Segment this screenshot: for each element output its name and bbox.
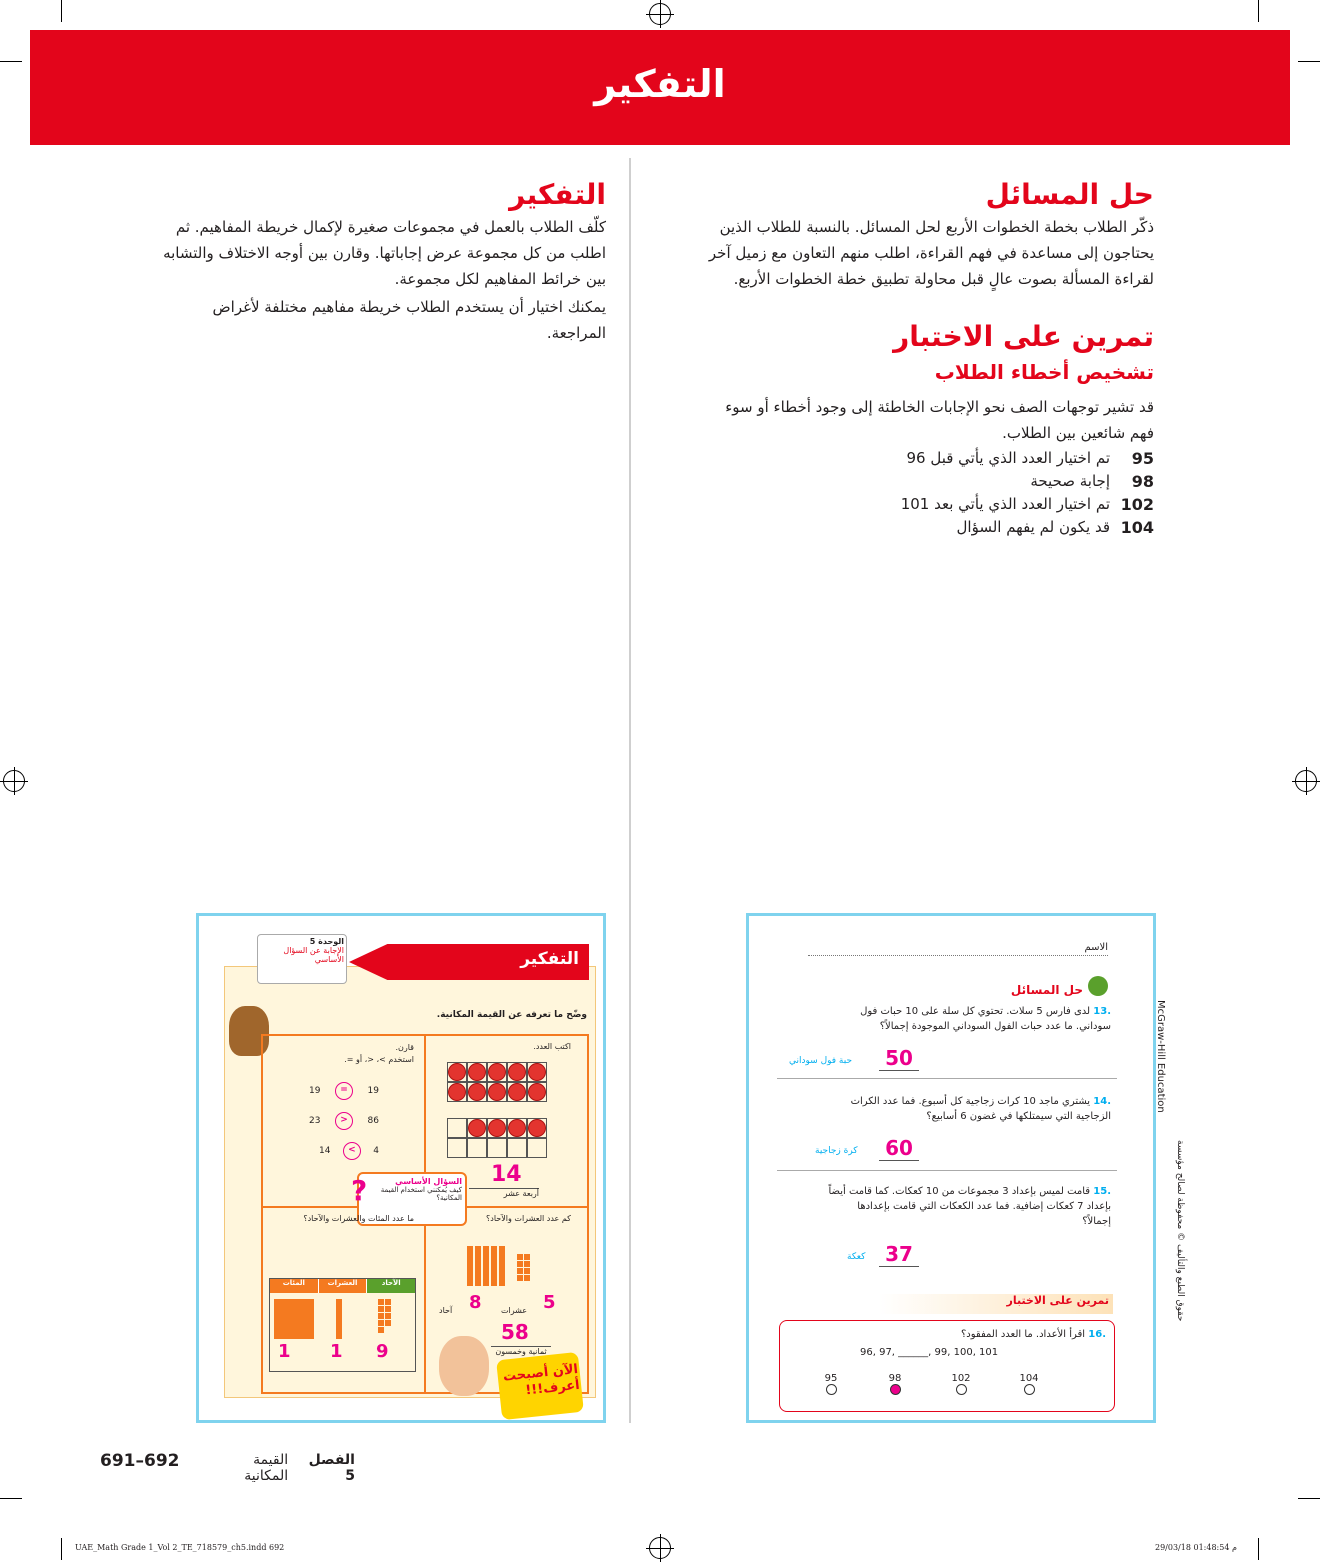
motto-text: الآن أصبحت أعرف!!! xyxy=(502,1361,581,1399)
crop-mark xyxy=(61,0,62,22)
write-number-label: اكتب العدد. xyxy=(533,1042,571,1051)
error-number: 102 xyxy=(1120,495,1154,514)
registration-mark-icon xyxy=(649,1537,671,1559)
question-number: .15 xyxy=(1093,1186,1111,1197)
comparison-row xyxy=(309,1112,379,1130)
name-label: الاسم xyxy=(1084,942,1108,953)
question-number: .14 xyxy=(1093,1096,1111,1107)
hto-question: ما عدد المئات والعشرات والآحاد؟ xyxy=(303,1214,414,1223)
error-row xyxy=(654,495,1154,519)
radio-selected-icon[interactable] xyxy=(890,1384,901,1395)
publisher-name: McGraw-Hill Education xyxy=(1155,1000,1166,1113)
page-numbers: 691–692 xyxy=(100,1451,180,1471)
comparison-value: 14 xyxy=(319,1146,331,1156)
answer-14 xyxy=(789,1136,989,1162)
question-16-box xyxy=(779,1320,1115,1412)
file-info: UAE_Math Grade 1_Vol 2_TE_718579_ch5.indd 692 xyxy=(75,1543,285,1552)
timestamp: 29/03/18 01:48:54 م xyxy=(1155,1543,1237,1552)
error-row xyxy=(654,472,1154,496)
text-line: يمكنك اختيار أن يستخدم الطلاب خريطة مفاهيم مختلفة لأغراض xyxy=(212,298,606,316)
essential-question-title: السؤال الأساسي xyxy=(395,1177,462,1186)
page-title: التفكير xyxy=(594,62,726,106)
problem-solving-heading: حل المسائل xyxy=(985,178,1154,211)
text-line: ذكّر الطلاب بخطة الخطوات الأربع لحل المسائل. بالنسبة للطلاب الذين xyxy=(719,218,1154,236)
registration-mark-icon xyxy=(1295,770,1317,792)
unit-label: الوحدة 5 xyxy=(309,937,344,946)
ten-frame xyxy=(447,1062,547,1102)
comparison-value: 23 xyxy=(309,1116,321,1126)
option-label: 104 xyxy=(1019,1373,1039,1384)
tens-label: عشرات xyxy=(501,1306,528,1315)
text-line: المراجعة. xyxy=(546,324,606,342)
radio-circle-icon[interactable] xyxy=(826,1384,837,1395)
instruction: وضّح ما تعرفه عن القيمة المكانية. xyxy=(436,1010,587,1020)
option-98[interactable] xyxy=(880,1373,910,1398)
table-value: 1 xyxy=(330,1341,343,1362)
question-text: لدى فارس 5 سلات. تحتوي كل سلة على 10 حبات فول xyxy=(860,1006,1091,1017)
error-number: 104 xyxy=(1120,518,1154,537)
crop-mark xyxy=(61,1538,62,1560)
question-16 xyxy=(806,1329,1106,1340)
separator xyxy=(777,1078,1117,1079)
answer-value: 37 xyxy=(879,1242,919,1267)
error-number: 98 xyxy=(1131,472,1154,491)
answer-value: 50 xyxy=(879,1046,919,1071)
option-label: 102 xyxy=(951,1373,971,1384)
answer-unit: حبة فول سوداني xyxy=(789,1056,853,1066)
question-text: يشتري ماجد 10 كرات زجاجية كل أسبوع. فما عدد الكرات xyxy=(850,1096,1091,1107)
essential-question-text: كيف يُمكنني استخدام القيمة المكانية؟ xyxy=(380,1186,462,1202)
comparison-value: 19 xyxy=(309,1086,321,1096)
crop-mark xyxy=(1298,1498,1320,1499)
text-line: يحتاجون إلى مساعدة في فهم القراءة، اطلب منهم التعاون مع زميل آخر xyxy=(708,244,1154,262)
radio-circle-icon[interactable] xyxy=(956,1384,967,1395)
table-header: المئات xyxy=(270,1279,318,1293)
comparison-value: 86 xyxy=(367,1116,379,1126)
question-mark-icon: ? xyxy=(351,1174,368,1207)
table-header: الآحاد xyxy=(366,1279,415,1293)
crop-mark xyxy=(1258,0,1259,22)
question-13 xyxy=(811,1004,1111,1034)
question-text: بإعداد 7 كعكات إضافية. فما عدد الكعكات التي قامت بإعدادها xyxy=(857,1201,1111,1212)
chapter-footer xyxy=(205,1452,355,1484)
compare-title: قارن. xyxy=(395,1043,414,1052)
question-number: .13 xyxy=(1093,1006,1111,1017)
question-number: .16 xyxy=(1088,1329,1106,1340)
registration-mark-icon xyxy=(3,770,25,792)
name-field xyxy=(808,942,1108,956)
question-text: قامت لميس بإعداد 3 مجموعات من 10 كعكات. كما قامت أيضاً xyxy=(828,1186,1091,1197)
diagnose-text xyxy=(654,394,1154,446)
ten-rod xyxy=(336,1299,342,1339)
crop-mark xyxy=(1258,1538,1259,1560)
option-label: 95 xyxy=(824,1373,838,1384)
ones-cubes xyxy=(378,1299,391,1333)
comparison-sign: > xyxy=(335,1112,353,1130)
essential-question-label: الإجابة عن السؤال الأساسي xyxy=(283,946,344,964)
chapter-label: الفصل 5 xyxy=(308,1452,355,1484)
compare-hint: استخدم >، <، أو =. xyxy=(344,1055,414,1064)
comparison-sign: = xyxy=(335,1082,353,1100)
option-label: 98 xyxy=(888,1373,902,1384)
student-page-thumbnail xyxy=(746,913,1156,1423)
text-line: اطلب من كل مجموعة عرض إجاباتها. وقارن بين أوجه الاختلاف والتشابه xyxy=(163,244,606,262)
ten-frame xyxy=(447,1118,547,1158)
reflect-text xyxy=(106,214,606,292)
error-text: تم اختيار العدد الذي يأتي بعد 101 xyxy=(900,495,1110,513)
question-text: اقرأ الأعداد. ما العدد المفقود؟ xyxy=(960,1329,1086,1340)
error-row xyxy=(654,518,1154,542)
question-14 xyxy=(811,1094,1111,1124)
answer-unit: كرة زجاجية xyxy=(815,1146,858,1156)
comparison-value: 19 xyxy=(367,1086,379,1096)
reflect-text-2 xyxy=(106,294,606,346)
tens-value: 5 xyxy=(543,1292,556,1313)
compare-section xyxy=(269,1042,414,1066)
text-line: لقراءة المسألة بصوت عالٍ قبل محاولة تطبيق خطة الخطوات الأربع. xyxy=(733,270,1154,288)
globe-icon xyxy=(1088,976,1108,996)
answer-unit: كعكة xyxy=(847,1252,866,1262)
test-practice-heading: تمرين على الاختبار xyxy=(893,320,1154,353)
question-15 xyxy=(811,1184,1111,1229)
table-value: 9 xyxy=(376,1341,389,1362)
error-text: قد يكون لم يفهم السؤال xyxy=(956,518,1110,536)
crop-mark xyxy=(0,1498,22,1499)
written-number: 14 xyxy=(491,1162,522,1187)
comparison-row xyxy=(319,1142,379,1160)
banner-label: التفكير xyxy=(520,949,579,969)
ones-label: آحاد xyxy=(439,1306,453,1315)
test-practice-bar: تمرين على الاختبار xyxy=(879,1294,1113,1314)
number-sequence: 96, 97, ______, 99, 100, 101 xyxy=(860,1347,999,1358)
reflect-heading: التفكير xyxy=(509,178,606,211)
student-page-thumbnail xyxy=(196,913,606,1423)
copyright-text: حقوق الطبع والتأليف © محفوظة لصالح مؤسسة xyxy=(1175,1140,1185,1322)
registration-mark-icon xyxy=(649,3,671,25)
answer-13 xyxy=(789,1046,989,1072)
tens-ones-question: كم عدد العشرات والآحاد؟ xyxy=(486,1214,571,1223)
error-number: 95 xyxy=(1131,449,1154,468)
tens-ones-answer xyxy=(439,1292,589,1320)
place-value-table xyxy=(269,1278,416,1372)
option-95[interactable] xyxy=(816,1373,846,1398)
base-ten-ones xyxy=(517,1254,530,1281)
text-line: فهم شائعين بين الطلاب. xyxy=(1002,424,1154,442)
problem-solving-title: حل المسائل xyxy=(1010,983,1083,997)
radio-circle-icon[interactable] xyxy=(1024,1384,1035,1395)
text-line: قد تشير توجهات الصف نحو الإجابات الخاطئة إلى وجود أخطاء أو سوء xyxy=(725,398,1154,416)
text-line: كلّف الطلاب بالعمل في مجموعات صغيرة لإكمال خريطة المفاهيم. ثم xyxy=(175,218,606,236)
table-header: العشرات xyxy=(318,1279,367,1293)
diagnose-errors-subheading: تشخيص أخطاء الطلاب xyxy=(934,360,1154,384)
problem-solving-text xyxy=(654,214,1154,292)
total-number: 58 xyxy=(501,1320,529,1344)
comparison-value: 4 xyxy=(373,1146,379,1156)
question-text: سوداني. ما عدد حبات الفول السوداني الموجودة إجمالاً؟ xyxy=(879,1021,1111,1032)
child-photo xyxy=(439,1336,489,1396)
question-text: إجمالاً؟ xyxy=(1082,1216,1111,1227)
table-value: 1 xyxy=(278,1341,291,1362)
option-104[interactable] xyxy=(1014,1373,1044,1398)
chapter-title: القيمة المكانية xyxy=(244,1452,289,1484)
question-text: الزجاجية التي سيمتلكها في غضون 6 أسابيع؟ xyxy=(926,1111,1111,1122)
option-102[interactable] xyxy=(946,1373,976,1398)
hundred-block xyxy=(274,1299,314,1339)
unit-box xyxy=(257,934,347,984)
separator xyxy=(777,1170,1117,1171)
text-line: بين خرائط المفاهيم لكل مجموعة. xyxy=(394,270,606,288)
answer-value: 60 xyxy=(879,1136,919,1161)
error-text: إجابة صحيحة xyxy=(1030,472,1110,490)
error-row xyxy=(654,449,1154,473)
base-ten-tens xyxy=(467,1246,505,1286)
column-divider xyxy=(629,158,631,1423)
answer-15 xyxy=(789,1242,989,1268)
error-text: تم اختيار العدد الذي يأتي قبل 96 xyxy=(906,449,1110,467)
ones-value: 8 xyxy=(469,1292,482,1313)
comparison-row xyxy=(309,1082,379,1100)
written-words: أربعة عشر xyxy=(469,1188,539,1198)
comparison-sign: < xyxy=(343,1142,361,1160)
total-words: ثمانية وخمسون xyxy=(491,1346,551,1356)
